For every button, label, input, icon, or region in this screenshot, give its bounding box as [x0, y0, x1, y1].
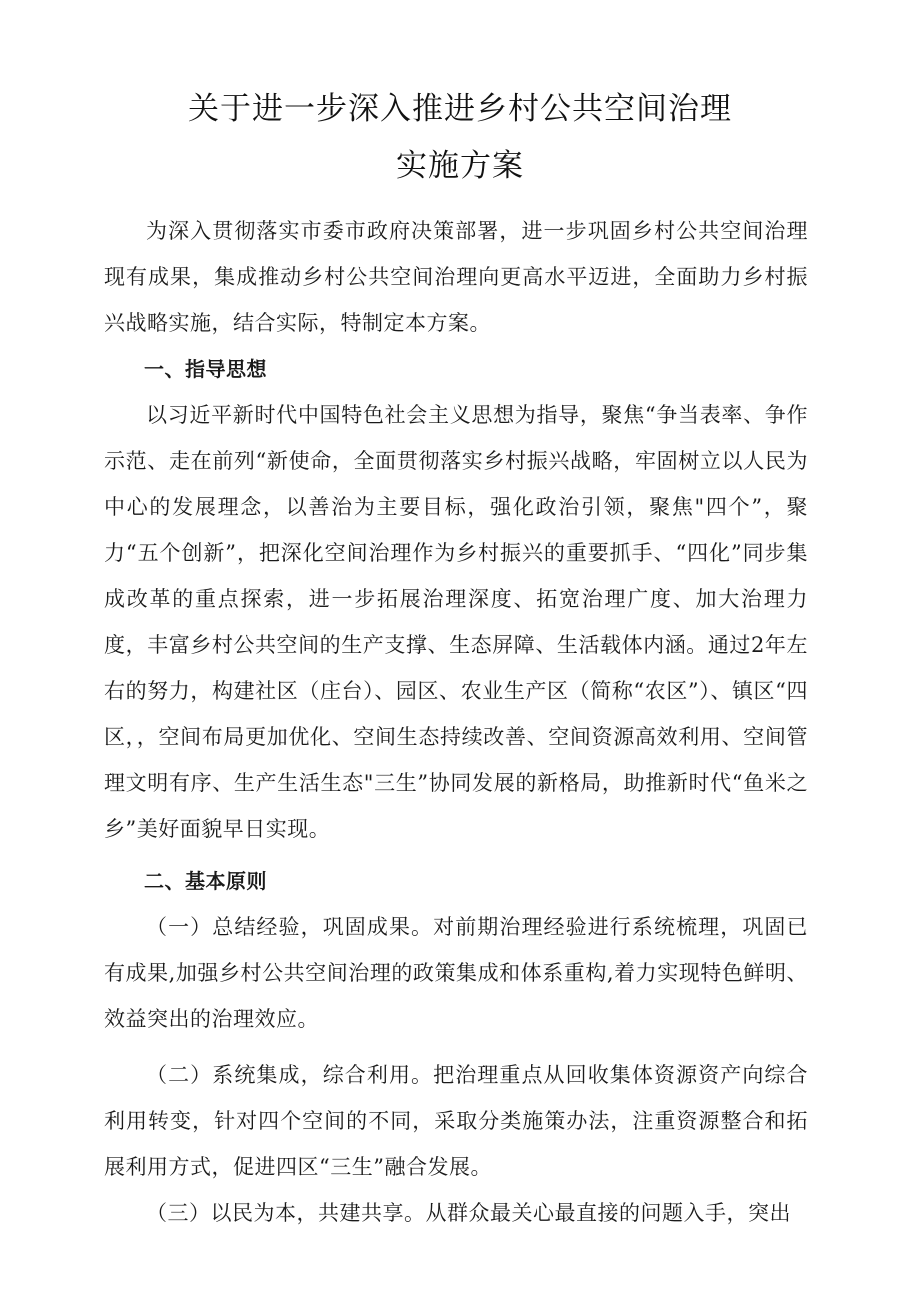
section-heading-guiding-ideology: 一、指导思想	[144, 357, 267, 381]
principle-3-paragraph: （三）以民为本，共建共享。从群众最关心最直接的问题入手，突出	[146, 1201, 791, 1225]
section-heading-basic-principles: 二、基本原则	[144, 869, 267, 893]
intro-paragraph: 为深入贯彻落实市委市政府决策部署，进一步巩固乡村公共空间治理现有成果，集成推动乡村公共空间治理向更高水平迈进，全面助力乡村振兴战略实施，结合实际，特制定本方案。	[104, 219, 808, 335]
document-title-line-2: 实施方案	[396, 148, 524, 184]
principle-1-paragraph: （一）总结经验，巩固成果。对前期治理经验进行系统梳理，巩固已有成果,加强乡村公共空间治理的政策集成和体系重构,着力实现特色鲜明、效益突出的治理效应。	[104, 915, 808, 1031]
document-title-line-1: 关于进一步深入推进乡村公共空间治理	[188, 91, 732, 127]
document-body	[104, 208, 808, 1236]
guiding-ideology-paragraph: 以习近平新时代中国特色社会主义思想为指导，聚焦“争当表率、争作示范、走在前列“新使命，全面贯彻落实乡村振兴战略，牢固树立以人民为中心的发展理念，以善治为主要目标，强化政治引领，聚焦"四个”，聚力“五个创新”，把深化空间治理作为乡村振兴的重要抓手、“四化”同步集成改革的重点探索，进一步拓展治理深度、拓宽治理广度、加大治理力度，丰富乡村公共空间的生产支撑、生态屏障、生活载体内涵。通过2年左右的努力，构建社区（庄台）、园区、农业生产区（简称“农区”）、镇区“四区，，空间布局更加优化、空间生态持续改善、空间资源高效利用、空间管理文明有序、生产生活生态"三生”协同发展的新格局，助推新时代“鱼米之乡”美好面貌早日实现。	[104, 403, 808, 841]
principle-2-paragraph: （二）系统集成，综合利用。把治理重点从回收集体资源资产向综合利用转变，针对四个空间的不同，采取分类施策办法，注重资源整合和拓展利用方式，促进四区“三生”融合发展。	[104, 1063, 808, 1179]
